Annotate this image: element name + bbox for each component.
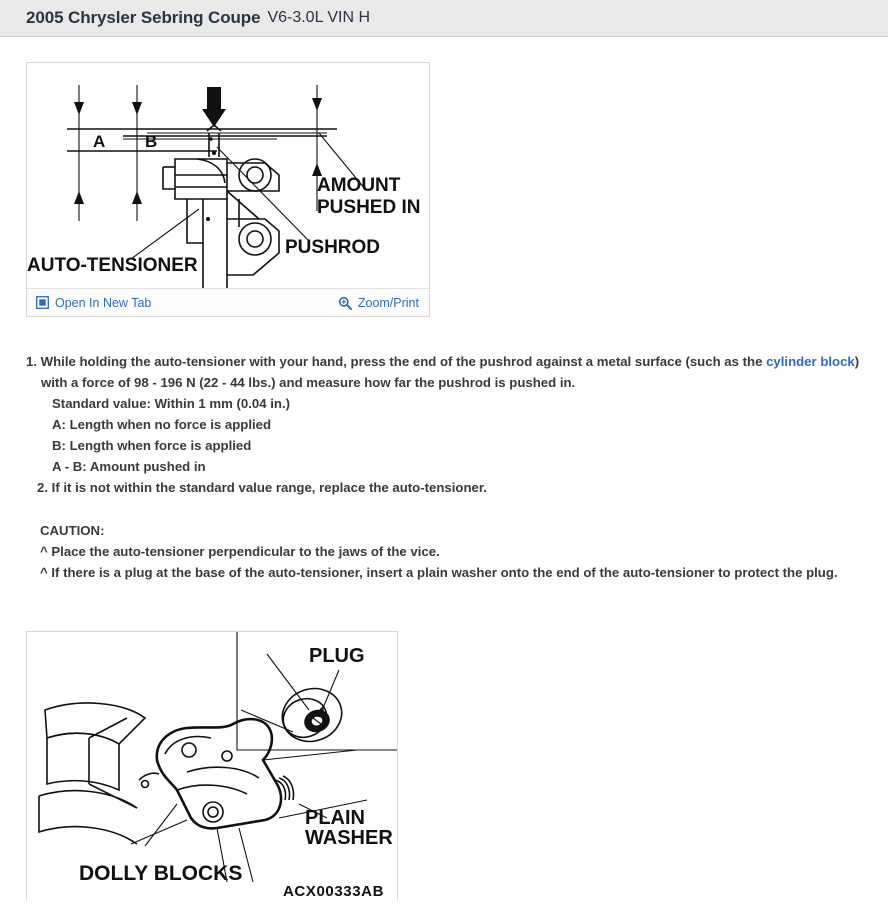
- figure-label-plug: PLUG: [309, 645, 365, 667]
- content-area: [0, 62, 888, 901]
- figure-label-auto-tensioner: AUTO-TENSIONER: [27, 255, 198, 276]
- figure-image-auto-tensioner-measurement[interactable]: [27, 63, 429, 288]
- figure-image-dolly-blocks[interactable]: [27, 632, 397, 900]
- definition-a-minus-b: A - B: Amount pushed in: [52, 459, 206, 474]
- step-2: 2. If it is not within the standard value range, replace the auto-tensioner.: [37, 480, 487, 495]
- figure-toolbar-1: [27, 288, 429, 316]
- caret-bullet-icon: ^: [40, 544, 48, 559]
- page-title: 2005 Chrysler Sebring Coupe: [26, 8, 261, 27]
- page-header: [0, 0, 888, 37]
- figure-panel-dolly-blocks: [26, 631, 398, 901]
- caution-item-2: [26, 562, 862, 583]
- caret-bullet-icon: ^: [40, 565, 48, 580]
- open-in-new-tab-icon: [36, 296, 49, 309]
- figure-code: ACX00333AB: [283, 883, 385, 900]
- engine-subtitle: V6-3.0L VIN H: [267, 9, 370, 26]
- definition-b: B: Length when force is applied: [52, 438, 252, 453]
- figure-label-pushrod: PUSHROD: [285, 237, 381, 258]
- step-1: [26, 351, 862, 393]
- figure-label-dolly-blocks: DOLLY BLOCKS: [79, 862, 243, 885]
- figure-label-plain: PLAIN: [305, 807, 365, 829]
- figure-label-amount-1: AMOUNT: [317, 175, 401, 196]
- definition-a: A: Length when no force is applied: [52, 417, 272, 432]
- step-1-text-part-1: 1. While holding the auto-tensioner with your hand, press the end of the pushrod against a metal surface (such as the: [26, 354, 767, 369]
- caution-block: [0, 520, 888, 583]
- cylinder-block-link[interactable]: cylinder block: [766, 354, 855, 369]
- standard-value-line: Standard value: Within 1 mm (0.04 in.): [52, 396, 291, 411]
- zoom-print-label: Zoom/Print: [357, 295, 419, 310]
- figure-panel-auto-tensioner-measurement: [26, 62, 430, 317]
- caution-item-1: [26, 541, 862, 562]
- procedure-steps: [0, 351, 888, 498]
- caution-item-1-text: Place the auto-tensioner perpendicular to the jaws of the vice.: [51, 544, 440, 559]
- caution-item-2-text: If there is a plug at the base of the auto-tensioner, insert a plain washer onto the end of the auto-tensioner to protect the plug.: [51, 565, 838, 580]
- open-in-new-tab-button[interactable]: [36, 296, 151, 310]
- magnifier-icon: [338, 296, 352, 310]
- figure-label-b: B: [145, 132, 158, 151]
- caution-title: CAUTION:: [40, 523, 105, 538]
- figure-label-amount-2: PUSHED IN: [317, 197, 421, 218]
- step-1-text-part-2: ) with a force of 98 - 196 N (22 - 44 lbs.) and measure how far the pushrod is pushed in.: [41, 354, 860, 390]
- figure-label-a: A: [93, 132, 106, 151]
- open-in-new-tab-label: Open In New Tab: [55, 295, 152, 310]
- zoom-print-button[interactable]: [338, 296, 419, 310]
- figure-label-washer: WASHER: [305, 827, 393, 849]
